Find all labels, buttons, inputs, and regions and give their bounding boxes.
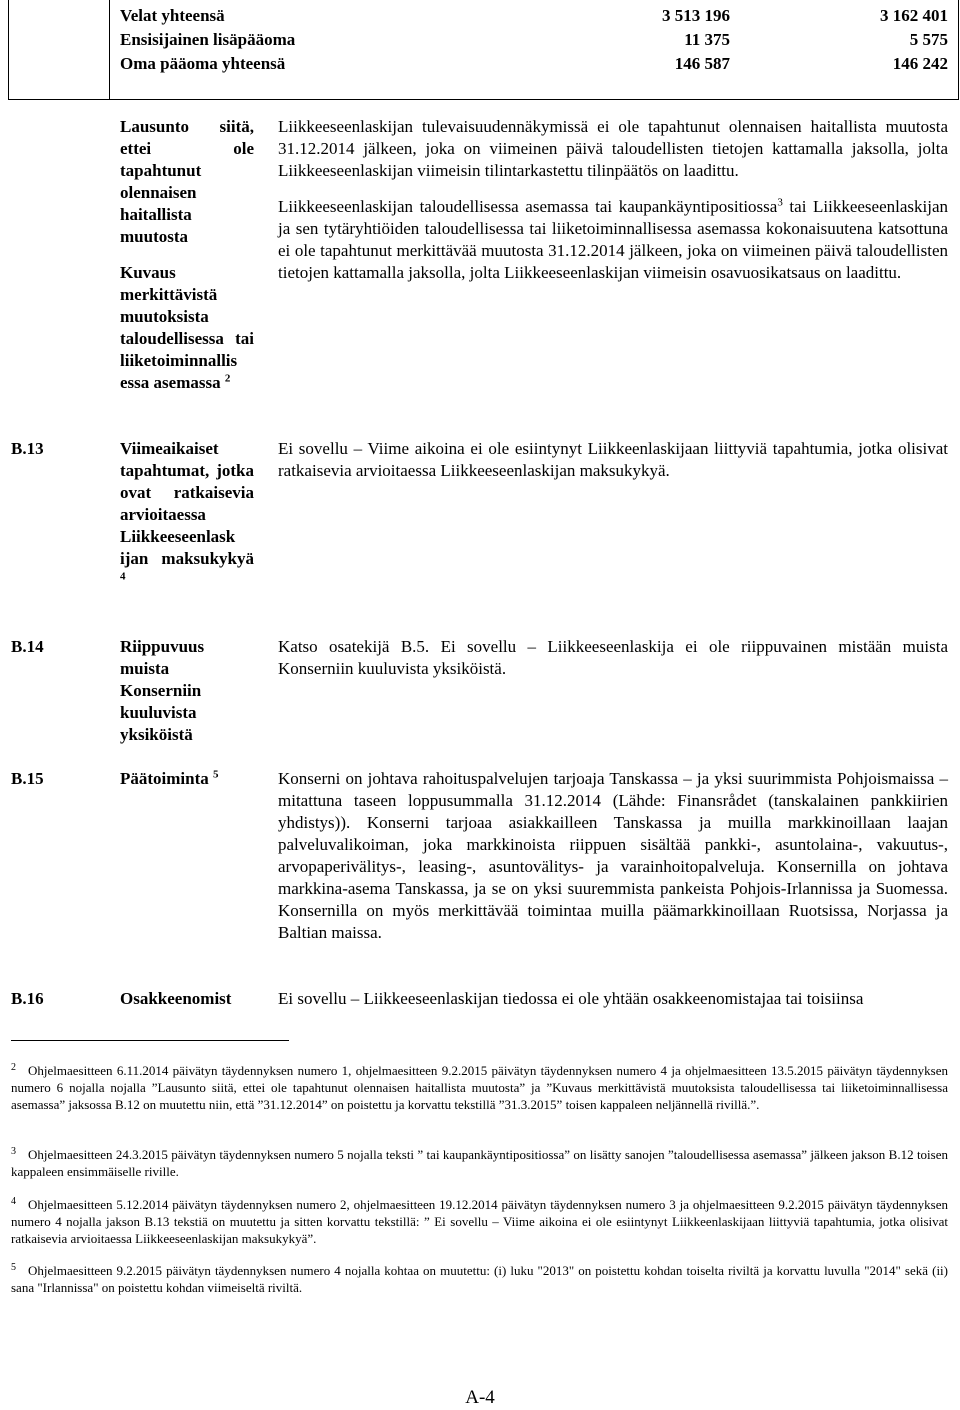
section-heading-shareholders: Osakkeenomist bbox=[120, 989, 232, 1008]
section-heading-no-adverse-change: Lausunto siitä, ettei ole tapahtunut olennaisen haitallista muutosta bbox=[120, 117, 254, 246]
balance-label-tier1: Ensisijainen lisäpääoma bbox=[120, 30, 296, 49]
balance-value-previous: 5 575 bbox=[909, 30, 948, 49]
section-text-b15: Konserni on johtava rahoituspalvelujen tarjoaja Tanskassa – ja yksi suurimmista Pohjoismaissa – mitattuna taseen loppusummalla 31.12.2014 (Lähde: Finansrådet (tanskalainen pankkiirien yhdistys)). Konserni tarjoaa asiakkailleen Tanskassa ja muilla markkinoillaan laajan palveluvalikoiman, joka markkinoista riippuen sisältää pankki-, asuntolaina-, vakuutus-, arvopaperivälitys-, leasing-, asuntovälitys- ja varainhoitopalveluja. Konsernilla on johtava markkina-asema Tanskassa, ja se on yksi suuremmista pankeista Pohjois-Irlannissa ja Suomessa. Konsernilla on myös merkittävää toimintaa muilla päämarkkinoillaan Ruotsissa, Norjassa ja Baltian maissa. bbox=[278, 769, 948, 942]
page-number: A-4 bbox=[465, 1387, 495, 1408]
section-code-b15: B.15 bbox=[11, 769, 44, 788]
section-text-b14: Katso osatekijä B.5. Ei sovellu – Liikkeeseenlaskija ei ole riippuvainen mistään muista Konserniin kuuluvista yksiköistä. bbox=[278, 637, 948, 678]
section-code-b16: B.16 bbox=[11, 989, 44, 1008]
section-text-b16: Ei sovellu – Liikkeeseenlaskijan tiedossa ei ole yhtään osakkeenomistajaa tai toisiinsa bbox=[278, 989, 864, 1008]
section-text-b12 bbox=[278, 116, 948, 284]
column-divider bbox=[109, 0, 110, 100]
balance-label-equity: Oma pääoma yhteensä bbox=[120, 54, 286, 73]
footnote-5: $^5$ Ohjelmaesitteen 9.2.2015 päivätyn täydennyksen numero 4 nojalla kohtaa on muutettu: (i) luku "2013" on poistettu kohdan toiselta riviltä ja korvattu luvulla "2014" sekä (ii) sana "Irlannissa" on poistettu kohdan viimeiseltä riviltä. bbox=[11, 1261, 948, 1295]
balance-value-previous: 146 242 bbox=[892, 54, 948, 73]
section-code-b14: B.14 bbox=[11, 637, 44, 656]
b12-paragraph-2: Liikkeeseenlaskijan taloudellisessa asemassa tai kaupankäyntipositiossa$^3$ tai Liikkeeseenlaskijan ja sen tytäryhtiöiden taloudellisessa tai liiketoiminnallisessa asemassa kokonaisuutena katsottuna ei ole tapahtunut merkittävää muutosta 31.12.2014 jälkeen, joka on viimeinen päivä taloudellisten tietojen kattamalla jaksolla, jolta Liikkeeseenlaskijan viimeisin osavuosikatsaus on laadittu. bbox=[278, 196, 948, 282]
section-code-b13: B.13 bbox=[11, 439, 44, 458]
section-heading-significant-change: Kuvaus merkittävistä muutoksista taloudellisessa tai liiketoiminnallis essa asemassa $^2$ bbox=[120, 263, 254, 392]
section-heading-recent-events: Viimeaikaiset tapahtumat, jotka ovat ratkaisevia arvioitaessa Liikkeeseenlask ijan maksukykyä $^4$ bbox=[120, 439, 254, 583]
section-text-b13: Ei sovellu – Viime aikoina ei ole esiintynyt Liikkeenlaskijaan liittyviä tapahtumia, jotka olisivat ratkaisevia arvioitaessa Liikkeeseenlaskijan maksukykyä. bbox=[278, 439, 948, 480]
footnote-4: $^4$ Ohjelmaesitteen 5.12.2014 päivätyn täydennyksen numero 2, ohjelmaesitteen 19.12.2014 päivätyn täydennyksen numero 3 ja ohjelmaesitteen 9.2.2015 päivätyn täydennyksen numero 4 nojalla jakson B.13 tekstiä on muutettu ja sitten korvattu tekstillä: ” Ei sovellu – Viime aikoina ei ole esiintynyt Liikkeenlaskijaan liittyviä tapahtumia, jotka olisivat ratkaisevia arvioitaessa Liikkeeseenlaskijan maksukykyä”. bbox=[11, 1195, 948, 1246]
section-heading-principal-activities: Päätoiminta $^5$ bbox=[120, 768, 219, 788]
balance-value-current: 146 587 bbox=[674, 54, 730, 73]
section-heading-dependency: Riippuvuus muista Konserniin kuuluvista yksiköistä bbox=[120, 637, 205, 744]
footnote-3: $^3$ Ohjelmaesitteen 24.3.2015 päivätyn täydennyksen numero 5 nojalla teksti ” tai kaupankäyntipositiossa” on lisätty sanojen ”taloudellisessa asemassa” jälkeen jakson B.12 toisen kappaleen ensimmäiselle riville. bbox=[11, 1145, 948, 1179]
balance-value-current: 3 513 196 bbox=[662, 6, 730, 25]
balance-value-current: 11 375 bbox=[684, 30, 730, 49]
footnote-divider bbox=[11, 1040, 289, 1041]
balance-label-liabilities: Velat yhteensä bbox=[120, 6, 225, 25]
b12-paragraph-1: Liikkeeseenlaskijan tulevaisuudennäkymissä ei ole tapahtunut olennaisen haitallista muutosta 31.12.2014 jälkeen, joka on viimeinen päivä taloudellisten tietojen kattamalla jaksolla, jolta Liikkeeseenlaskijan viimeisin tilintarkastettu tilinpäätös on laadittu. bbox=[278, 117, 948, 180]
footnote-2: $^2$ Ohjelmaesitteen 6.11.2014 päivätyn täydennyksen numero 1, ohjelmaesitteen 9.2.2015 päivätyn täydennyksen numero 4 ja ohjelmaesitteen 13.5.2015 päivätyn täydennyksen numero 6 nojalla nojalla ”Lausunto siitä, ettei ole tapahtunut olennaisen haitallista muutosta” ja ”Kuvaus merkittävistä muutoksista taloudellisessa tai liiketoiminnallisessa asemassa” jaksossa B.12 on muutettu niin, että ”31.12.2014” on poistettu ja korvattu tekstillä ”31.3.2015” toisen kappaleen neljännellä rivillä.”. bbox=[11, 1061, 948, 1112]
balance-value-previous: 3 162 401 bbox=[880, 6, 948, 25]
